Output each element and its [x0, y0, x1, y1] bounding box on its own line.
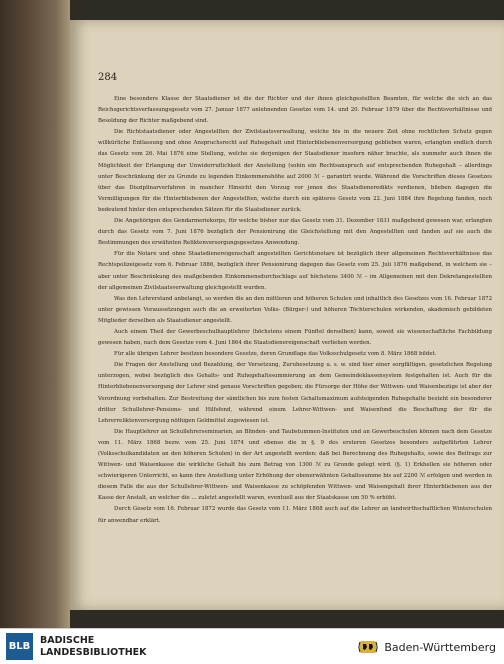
page-body-text [98, 94, 492, 527]
paragraph: Was den Lehrerstand anbelangt, so werden die an den mittleren und höheren Schulen und inhaltlich des Gesetzes vom 16. Februar 1872 unter gewissen Voraussetzungen auch die an erweiterten Volks- (Bürger-) und höheren Töchterschulen wirkenden, akademisch gebildeten Mitglieder derselben als Staatsdiener angestellt. [98, 295, 492, 324]
bw-lions-emblem-icon [357, 639, 379, 655]
paragraph: Durch Gesetz vom 16. Februar 1872 wurde das Gesetz vom 11. März 1868 auch auf die Lehrer an landwirthschaftlichen Winterschulen für anwendbar erklärt. [98, 506, 492, 524]
paragraph: Die Fragen der Anstellung und Bezahlung, der Versetzung, Zuruhesetzung u. s. w. sind hier einer sorgfältigen, gesetzlichen Regelung unterzogen, wobei bezüglich des Gehalts- und Ruhegehaltssummierung an dem Gemeindeklassensystem festgehalten ist. Auch für die Hinterbliebenenversorgung der Lehrer sind genaue Vorschriften gegeben; die Fürsorge der Höhe der Wittwen- und Waisenbezüge ist aber der Verordnung vorbehalten. Zur Bestreitung der sämtlichen bis zum festen Gehaltsmaximum aufsteigenden Ruhegehalte besteht ein besonderer dritter Schullehrer-Pensions- und Hilfsfond, während einem Lehrer-Wittwen- und Waisenfond die Beschaffung der für die Lehrerreliktenversorgung nöthigen Geldmittel zugewiesen ist. [98, 362, 492, 424]
book-spine [0, 0, 70, 628]
paragraph: Auch einem Theil der Gewerbeschulhauptlehrer (höchstens einem Fünftel derselben) kann, soweit sie wissenschaftliche Fachbildung gewesen haben, nach dem Gesetze vom 4. Juni 1864 die Staatsdienereigenschaft verliehen werden. [98, 328, 492, 347]
book-page [70, 20, 504, 610]
footer-bar [0, 628, 504, 664]
partner-name: Baden-Württemberg [384, 640, 496, 654]
library-name-line2: LANDESBIBLIOTHEK [40, 646, 147, 658]
library-name-line1: BADISCHE [40, 635, 95, 646]
paragraph: Die Richtstaatsdiener oder Angestellten der Zivilstaatsverwaltung, welche bis in die neuere Zeit ohne rechtlichen Schutz gegen willkürliche Entlassung und ohne Anspruchsrecht auf Ruhegehalt und Hinterbliebenenversorgung geblieben waren, erlangten endlich durch das Gesetz vom 26. Mai 1876 eine Stellung, welche sie derjenigen der Staatsdiener insofern näher brachte, als nunmehr auch ihnen die Möglichkeit der Erlangung der Unwiderruflichkeit der Anstellung (sohin ein Rechtsanspruch auf entsprechenden Ruhegehalt – allerdings unter Beschränkung der zu Grunde zu legenden Einkommenshöhe auf 2000 ℳ – garantirt wurde. Während die Vorschriften dieses Gesetzes über das Disziplinarverfahren in mancher Hinsicht den Vorzug vor jenen des Staatsdieneredikts verdienen, blieben dagegen die Vermilligungen für die Hinterbliebenen der Angestellten, welche durch ein späteres Gesetz vom 22. Juni 1884 ihre Regelung fanden, noch bedeutend hinter den entsprechenden Sätzen für die Staatsdiener zurück. [98, 129, 492, 213]
paragraph: Die Angehörigen des Gendarmeriekorps, für welche bisher nur das Gesetz vom 31. Dezember 1831 maßgebend gewesen war, erlangten durch das Gesetz vom 7. Juni 1876 bezüglich der Pensionirung die Gleichstellung mit den Angestellten und fanden auf sie auch die Bestimmungen des erwähnten Reliktenversorgungsgesetzes Anwendung. [98, 218, 492, 247]
blb-logo[interactable]: BLB [6, 633, 33, 660]
paragraph: Für alle übrigen Lehrer besitzen besondere Gesetze, deren Grundlage das Volksschulgesetz vom 8. März 1868 bildet. [114, 351, 437, 358]
page-number: 284 [98, 72, 118, 83]
library-name[interactable] [40, 635, 147, 658]
paragraph: Für die Notare und ohne Staatsdienereigenschaft angestellten Gerichtsnotare ist bezüglich ihrer allgemeinen Rechtsverhältnisse das Rechtspolizeigesetz vom 6. Februar 1886, bezüglich ihrer Pensionirung dagegen das Gesetz vom 25. Juli 1876 maßgebend, in welchem sie – aber unter Beschränkung des maßgebenden Einkommensdurchschlags auf höchstens 3400 ℳ – im Allgemeinen mit den Dekretangestellten der allgemeinen Zivilstaatsverwaltung gleichgestellt wurden. [98, 251, 492, 291]
paragraph: Eine besondere Klasse der Staatsdiener ist die der Richter und der ihnen gleichgestellten Beamten, für welche die sich an das Reichsgerichtsverfassungsgesetz vom 27. Januar 1877 anlehnenden Gesetze vom 14. und 20. Februar 1879 über die Rechtsverhältnisse und Besoldung der Richter maßgebend sind. [98, 96, 492, 125]
paragraph: Die Hauptlehrer an Schullehrerseminarien, an Blinden- und Taubstummen-Instituten und an Gewerbeschulen können nach dem Gesetze vom 11. März 1868 bezw. vom 25. Juni 1874 und ebenso die in §. 9 des ersteren Gesetzes besonders aufgeführten Lehrer (Volksschulkandidaten an den höheren Schulen) in der Art angestellt werden: daß bei Berechnung des Ruhegehalts, sowie des Beitrags zur Wittwen- und Waisenkasse die wirkliche Gehalt bis zum Betrag von 1300 ℳ zu Grunde gelegt wird. (§. 1) Erkhellen sie höheren oder schwierigeren Unterricht, so kann ihre Anstellung unter Erhöhung der obenerwähnten Gehaltssumme bis auf 2200 ℳ erfolgen und werden in diesem Falle die aus der Schullehrer-Wittwen- und Waisenkasse zu schöpfenden Wittwen- und Waisengehalt ihrer Hinterbliebenen aus der Kasse der Anstalt, an welcher die ... zuletzt angestellt waren, eventuell aus der Staatskasse um 50 % erhöht. [98, 428, 492, 502]
partner-logo[interactable] [357, 639, 496, 655]
